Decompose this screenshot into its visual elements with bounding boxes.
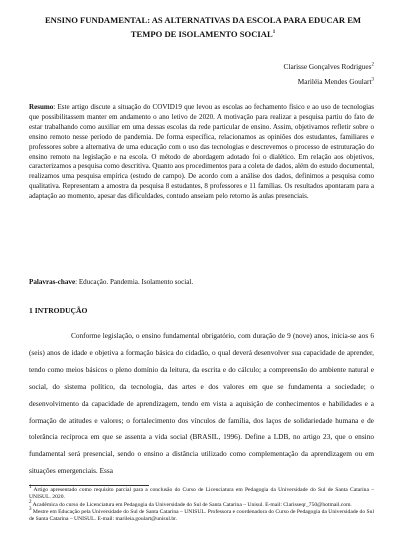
footnote-2 bbox=[29, 499, 374, 509]
title-line-2 bbox=[28, 27, 378, 41]
title-footnote-mark: 1 bbox=[272, 30, 276, 36]
keywords-text: : Educação. Pandemia. Isolamento social. bbox=[75, 278, 194, 286]
abstract-text: : Este artigo discute a situação do COVID19 que levou as escolas ao fechamento físico e ao uso de tecnologias que possibilitassem manter em andamento o ano letivo de 2020. A motivação para realizar a pesquisa partiu do fato de estar trabalhando como auxiliar em uma dessas escolas da rede particular de ensino. Assim, objetivamos refletir sobre o ensino remoto nesse período de pandemia. De forma específica, relacionamos as opiniões dos estudantes, familiares e professores sobre a alternativa de uma educação com o uso das tecnologias e descrevemos o processo de estruturação do ensino remoto na legislação e na escola. O método de abordagem adotado foi o dialético. Em relação aos objetivos, caracterizamos a pesquisa como descritiva. Quanto aos procedimentos para a coleta de dados, além do estudo documental, realizamos uma pesquisa empírica (estudo de campo). De acordo com a análise dos dados, definimos a pesquisa como qualitativa. Representam a amostra da pesquisa 8 estudantes, 8 professores e 11 famílias. Os resultados apontaram para a adaptação ao momento, apesar das dificuldades, contudo anseiam pelo retorno às aulas presenciais. bbox=[29, 103, 374, 201]
footnote-3 bbox=[29, 509, 374, 524]
author-list bbox=[284, 59, 374, 89]
author-2 bbox=[284, 74, 374, 89]
keywords-label: Palavras-chave bbox=[29, 278, 76, 286]
author-2-mark: 3 bbox=[371, 77, 374, 83]
author-1 bbox=[284, 59, 374, 74]
title-line-2-text: TEMPO DE ISOLAMENTO SOCIAL bbox=[130, 29, 273, 39]
footnote-3-text: Mestre em Educação pela Universidade do Sul de Santa Catarina – UNISUL. Professora e coordenadora do Curso de Pedagogia da Universidade do Sul de Santa Catarina – UNISUL. E-mail: marileia.goulart@unisul.br. bbox=[29, 508, 374, 523]
footnote-2-text: Acadêmica do curso de Licenciatura em Pedagogia da Universidade do Sul de Santa Catarina – Unisul. E-mail: Clarisseqr_750@hotmail.com. bbox=[31, 501, 352, 508]
author-2-name: Mariléia Mendes Goulart bbox=[297, 77, 372, 86]
intro-paragraph: Conforme legislação, o ensino fundamental obrigatório, com duração de 9 (nove) anos, inicia-se aos 6 (seis) anos de idade e objetiva a formação básica do cidadão, o qual deverá desenvolver sua capacidade de aprender, tendo como meios básicos o pleno domínio da leitura, da escrita e do cálculo; a compreensão do ambiente natural e social, do sistema político, da tecnologia, das artes e dos valores em que se fundamenta a sociedade; o desenvolvimento da capacidade de aprendizagem, tendo em vista a aquisição de conhecimentos e habilidades e a formação de atitudes e valores; o fortalecimento dos vínculos de família, dos laços de solidariedade humana e de tolerância recíproca em que se assenta a vida social (BRASIL, 1996). Define a LDB, no artigo 23, que o ensino fundamental será presencial, sendo o ensino a distância utilizado como complementação da aprendizagem ou em situações emergenciais. Essa bbox=[29, 331, 374, 476]
author-1-mark: 2 bbox=[371, 62, 374, 68]
footnote-1 bbox=[29, 487, 374, 502]
footnote-1-text: Artigo apresentado como requisito parcial para a conclusão do Curso de Licenciatura em Pedagogia da Universidade do Sul de Santa Catarina – UNISUL. 2020. bbox=[29, 487, 374, 501]
title-line-1: ENSINO FUNDAMENTAL: AS ALTERNATIVAS DA ESCOLA PARA EDUCAR EM bbox=[44, 15, 362, 25]
abstract-label: Resumo bbox=[29, 103, 54, 111]
footnotes bbox=[29, 487, 374, 523]
section-heading: 1 INTRODUÇÃO bbox=[29, 306, 88, 315]
footnote-divider bbox=[29, 485, 149, 486]
footnote-3-mark: 3 bbox=[29, 507, 32, 513]
footnote-2-mark: 2 bbox=[29, 499, 32, 505]
footnote-1-mark: 1 bbox=[29, 485, 32, 491]
paper-title bbox=[28, 13, 378, 41]
abstract bbox=[29, 103, 374, 202]
keywords bbox=[29, 278, 193, 286]
author-1-name: Clarisse Gonçalves Rodrigues bbox=[283, 62, 372, 71]
